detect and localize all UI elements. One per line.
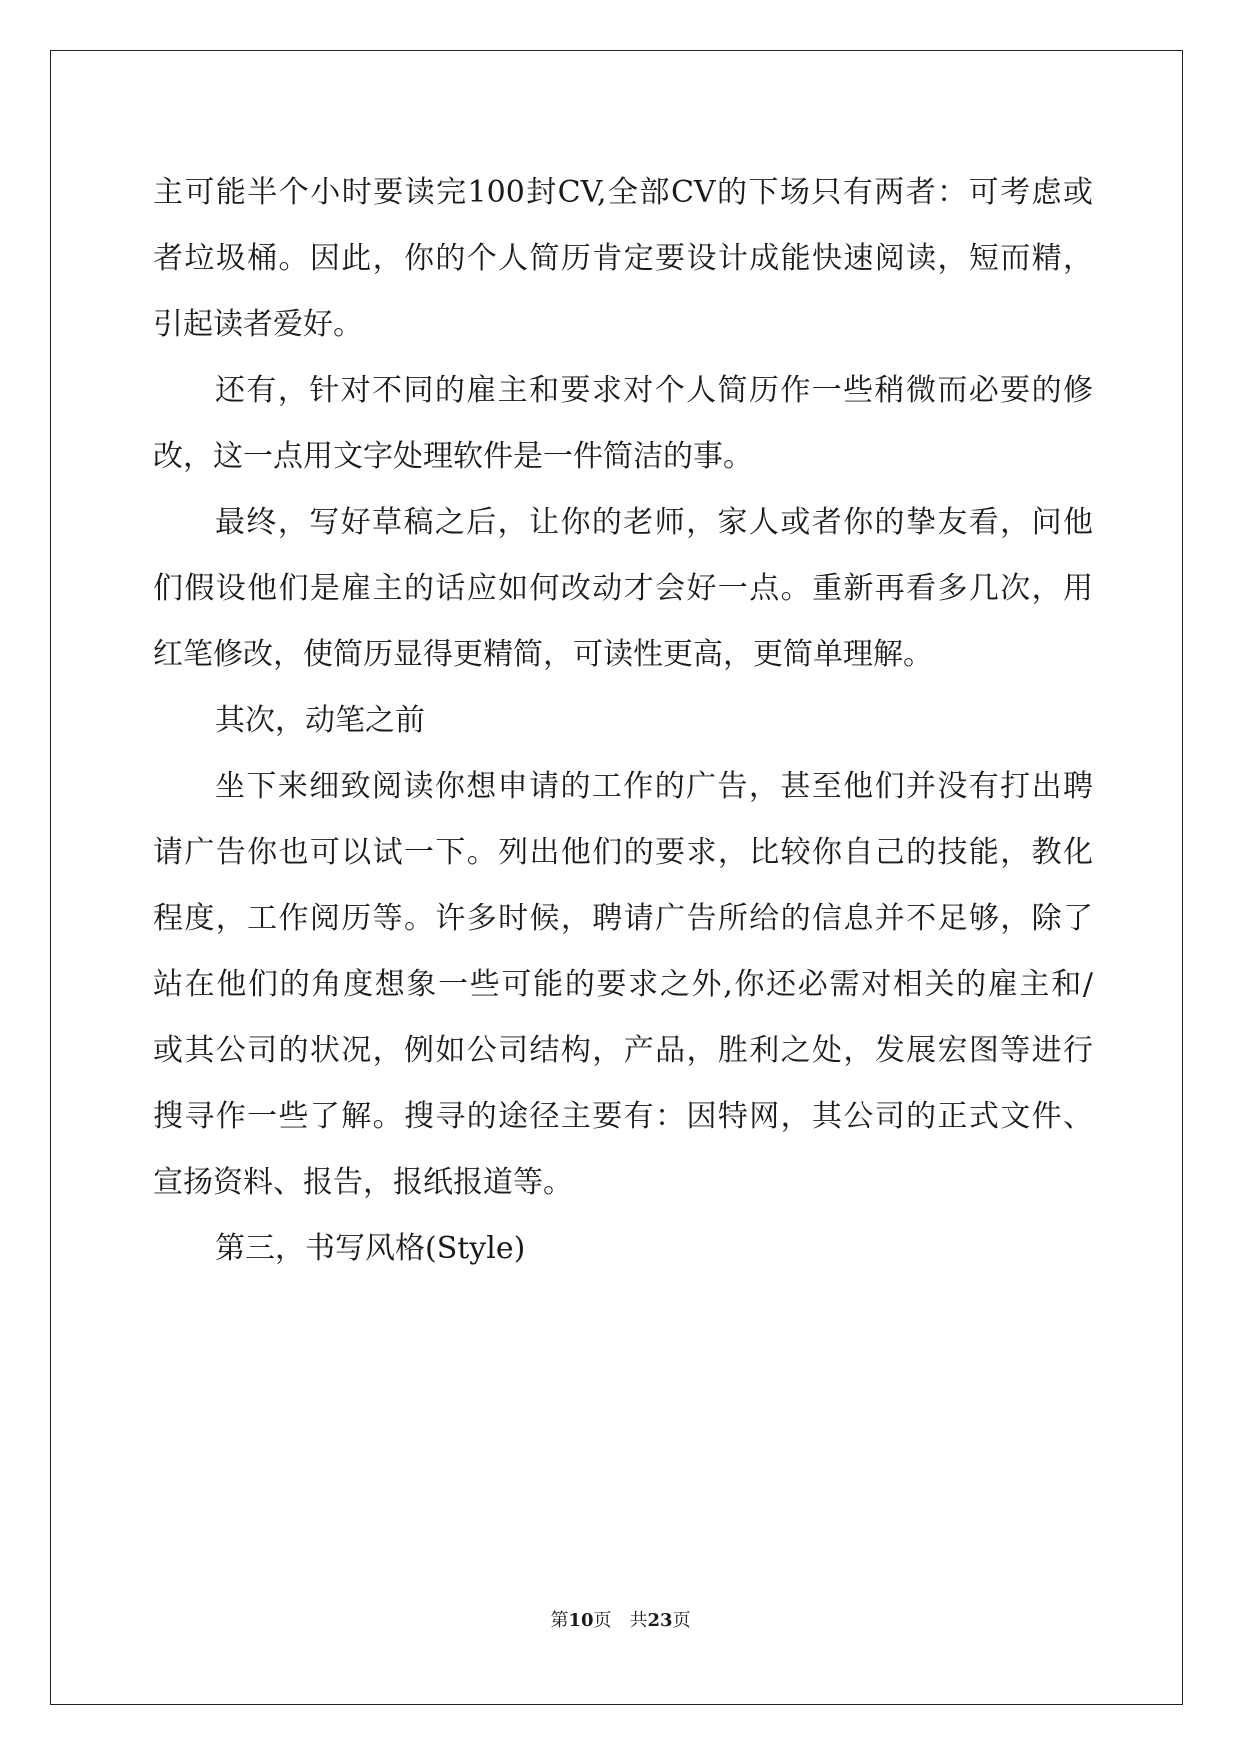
- text-line: 改，这一点用文字处理软件是一件简洁的事。: [153, 439, 753, 474]
- paragraph-start-line: 还有，针对不同的雇主和要求对个人简历作一些稍微而必要的修: [215, 373, 1093, 408]
- paragraph-start-line: 最终，写好草稿之后，让你的老师，家人或者你的挚友看，问他: [215, 505, 1093, 540]
- document-body: [153, 160, 1093, 1282]
- text-line: 或其公司的状况，例如公司结构，产品，胜利之处，发展宏图等进行: [153, 1033, 1093, 1068]
- section-heading: 其次，动笔之前: [215, 703, 425, 738]
- text-line: 程度，工作阅历等。许多时候，聘请广告所给的信息并不足够，除了: [153, 901, 1093, 936]
- total-pages-number: 23: [647, 1610, 673, 1631]
- footer-page-suffix: 页: [593, 1610, 612, 1631]
- footer-total-suffix: 页: [672, 1610, 691, 1631]
- footer-total-prefix: 共: [629, 1610, 648, 1631]
- text-line: 红笔修改，使简历显得更精简，可读性更高，更简单理解。: [153, 637, 933, 672]
- section-heading: 第三，书写风格(Style): [215, 1231, 526, 1266]
- text-line: 主可能半个小时要读完100封CV,全部CV的下场只有两者：可考虑或: [153, 175, 1093, 210]
- text-line: 站在他们的角度想象一些可能的要求之外,你还必需对相关的雇主和/: [153, 967, 1093, 1002]
- text-line: 者垃圾桶。因此，你的个人简历肯定要设计成能快速阅读，短而精，: [153, 241, 1093, 276]
- page-footer: [0, 1606, 1241, 1632]
- text-line: 请广告你也可以试一下。列出他们的要求，比较你自己的技能，教化: [153, 835, 1093, 870]
- text-line: 宣扬资料、报告，报纸报道等。: [153, 1165, 573, 1200]
- current-page-number: 10: [568, 1610, 594, 1631]
- text-line: 们假设他们是雇主的话应如何改动才会好一点。重新再看多几次，用: [153, 571, 1093, 606]
- paragraph-start-line: 坐下来细致阅读你想申请的工作的广告，甚至他们并没有打出聘: [215, 769, 1093, 804]
- text-line: 搜寻作一些了解。搜寻的途径主要有：因特网，其公司的正式文件、: [153, 1099, 1093, 1134]
- footer-prefix: 第: [550, 1610, 569, 1631]
- text-line: 引起读者爱好。: [153, 307, 363, 342]
